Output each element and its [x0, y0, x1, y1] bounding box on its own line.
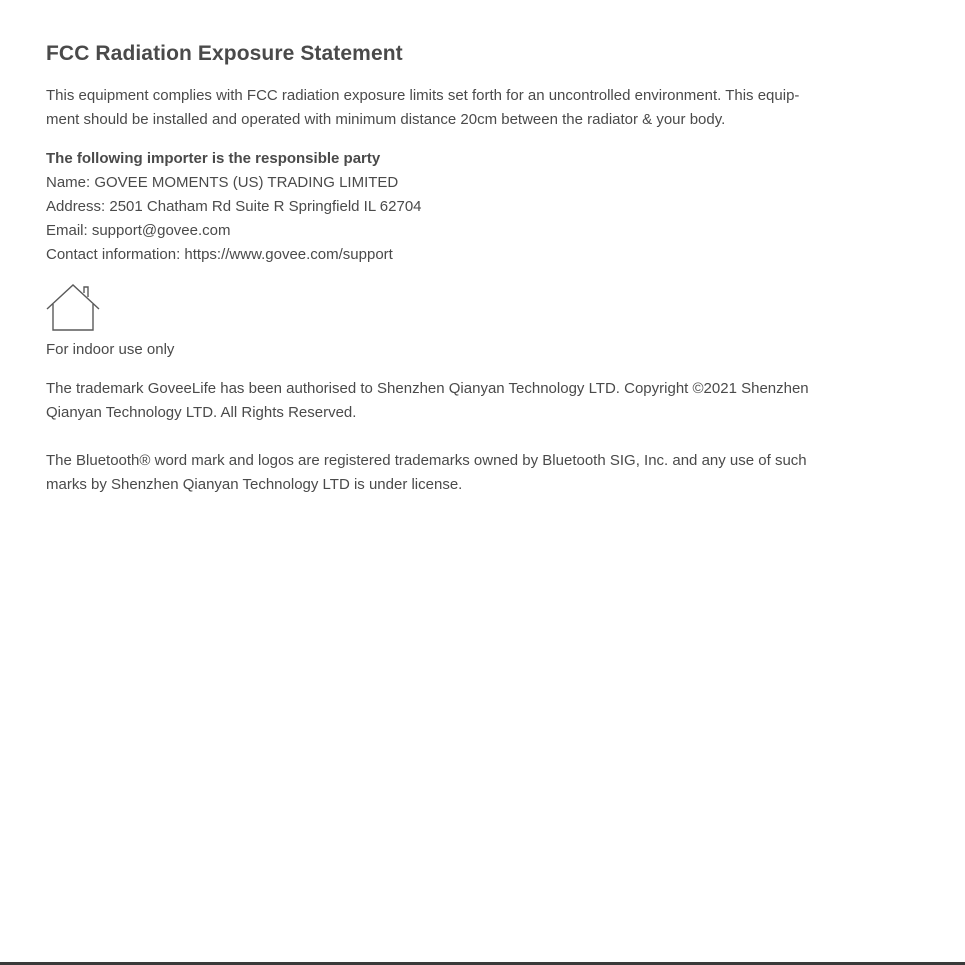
house-icon [46, 284, 100, 332]
trademark-line-2: Qianyan Technology LTD. All Rights Reserved. [46, 404, 357, 421]
importer-email: Email: support@govee.com [46, 222, 231, 239]
bluetooth-line-2: marks by Shenzhen Qianyan Technology LTD is under license. [46, 476, 463, 493]
importer-title: The following importer is the responsible party [46, 150, 381, 167]
fcc-body-line-2: ment should be installed and operated with minimum distance 20cm between the radiator & your body. [46, 111, 726, 128]
indoor-use-label: For indoor use only [46, 341, 175, 358]
importer-name: Name: GOVEE MOMENTS (US) TRADING LIMITED [46, 174, 399, 191]
bluetooth-line-1: The Bluetooth® word mark and logos are registered trademarks owned by Bluetooth SIG, Inc. and any use of such [46, 452, 807, 469]
fcc-heading: FCC Radiation Exposure Statement [46, 42, 403, 65]
importer-contact: Contact information: https://www.govee.com/support [46, 246, 393, 263]
importer-address: Address: 2501 Chatham Rd Suite R Springfield IL 62704 [46, 198, 422, 215]
trademark-line-1: The trademark GoveeLife has been authorised to Shenzhen Qianyan Technology LTD. Copyright ©2021 Shenzhen [46, 380, 809, 397]
fcc-body-line-1: This equipment complies with FCC radiation exposure limits set forth for an uncontrolled environment. This equip- [46, 87, 800, 104]
